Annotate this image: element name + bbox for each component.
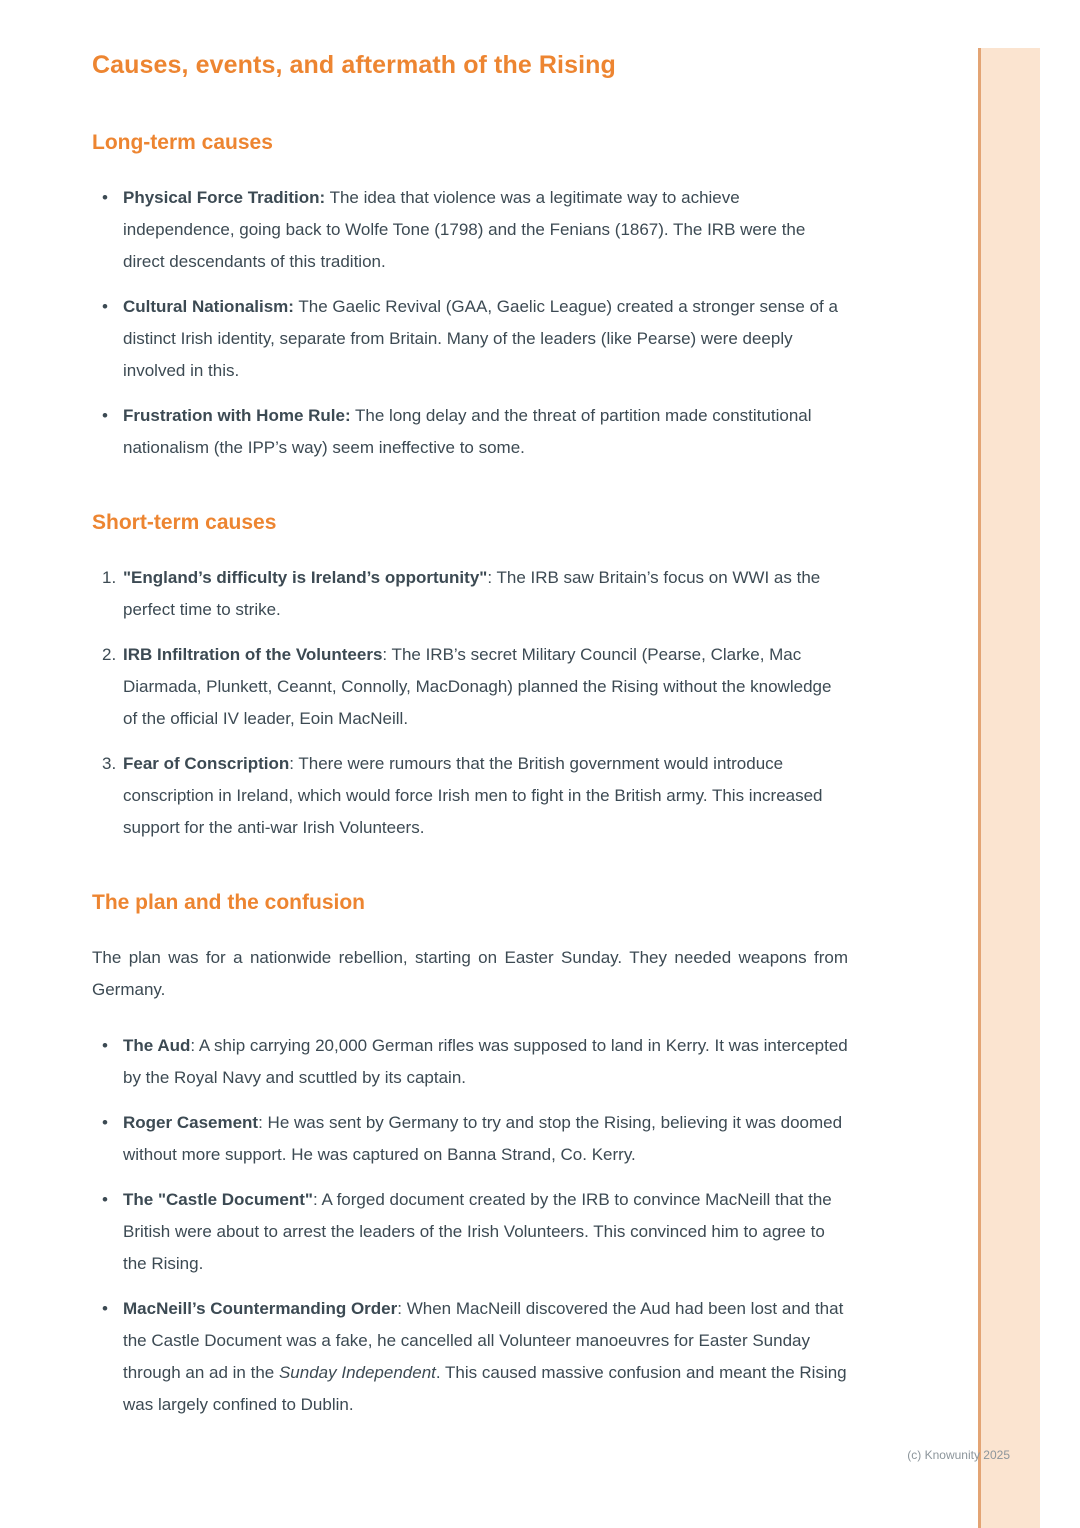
item-rest-text: : He was sent by Germany to try and stop the Rising, believing it was doomed without more support. He was captured on Banna Strand, Co. Kerry. [123, 1113, 843, 1164]
list-item [102, 1107, 848, 1171]
list-item [102, 562, 848, 626]
section-heading-plan: The plan and the confusion [92, 891, 365, 914]
list-item-text [123, 639, 848, 735]
list-item-text [123, 1030, 848, 1094]
item-bold-text: Frustration with Home Rule: [123, 406, 351, 425]
item-italic-text: Sunday Independent [278, 1363, 436, 1382]
list-item [102, 182, 848, 278]
section-heading-long-term: Long-term causes [92, 131, 273, 154]
list-item-text [123, 400, 848, 464]
item-bold-text: Roger Casement [123, 1113, 259, 1132]
list-item-text [123, 1293, 848, 1421]
item-rest-text: : The IRB saw Britain’s focus on WWI as the perfect time to strike. [123, 568, 821, 619]
bullet-marker: • [102, 1113, 108, 1132]
list-item-text [123, 291, 848, 387]
bullet-marker: • [102, 406, 108, 425]
page-edge-band [978, 48, 1040, 1528]
bullet-marker: • [102, 297, 108, 316]
section-short-term-causes [92, 510, 848, 844]
page-content [92, 50, 848, 1421]
list-item [102, 291, 848, 387]
item-rest-text: : A forged document created by the IRB to convince MacNeill that the British were about to arrest the leaders of the Irish Volunteers. This convinced him to agree to the Rising. [123, 1190, 832, 1273]
item-bold-text: The "Castle Document" [123, 1190, 313, 1209]
bullet-marker: • [102, 1190, 108, 1209]
section-plan-and-confusion [92, 890, 848, 1421]
number-marker: 2. [102, 645, 117, 664]
item-bold-text: IRB Infiltration of the Volunteers [123, 645, 383, 664]
item-rest-text: The idea that violence was a legitimate way to achieve independence, going back to Wolfe Tone (1798) and the Fenians (1867). The IRB were the direct descendants of this tradition. [123, 188, 806, 271]
list-item [102, 639, 848, 735]
bullet-marker: • [102, 188, 108, 207]
long-term-list [92, 182, 848, 464]
list-item-text [123, 562, 848, 626]
item-bold-text: Cultural Nationalism: [123, 297, 294, 316]
item-bold-text: "England’s difficulty is Ireland’s opportunity" [123, 568, 488, 587]
section-heading-short-term: Short-term causes [92, 511, 277, 534]
item-bold-text: MacNeill’s Countermanding Order [123, 1299, 398, 1318]
list-item [102, 400, 848, 464]
list-item-text [123, 1107, 848, 1171]
list-item [102, 1293, 848, 1421]
list-item-text [123, 748, 848, 844]
list-item [102, 1184, 848, 1280]
item-bold-text: The Aud [123, 1036, 191, 1055]
item-rest-text: : A ship carrying 20,000 German rifles was supposed to land in Kerry. It was intercepted by the Royal Navy and scuttled by its captain. [123, 1036, 848, 1087]
section-long-term-causes [92, 130, 848, 464]
list-item-text [123, 182, 848, 278]
plan-list [92, 1030, 848, 1421]
short-term-list [92, 562, 848, 844]
item-rest-text: : The IRB’s secret Military Council (Pearse, Clarke, Mac Diarmada, Plunkett, Ceannt, Connolly, MacDonagh) planned the Rising without the knowledge of the official IV leader, Eoin MacNeill. [123, 645, 832, 728]
item-rest-after-text: . This caused massive confusion and meant the Rising was largely confined to Dublin. [123, 1363, 847, 1414]
item-bold-text: Fear of Conscription [123, 754, 290, 773]
list-item [102, 1030, 848, 1094]
list-item-text [123, 1184, 848, 1280]
page-title: Causes, events, and aftermath of the Rising [92, 51, 616, 79]
plan-intro-paragraph: The plan was for a nationwide rebellion, starting on Easter Sunday. They needed weapons from Germany. [92, 948, 848, 999]
list-item [102, 748, 848, 844]
item-rest-text: The long delay and the threat of partition made constitutional nationalism (the IPP’s way) seem ineffective to some. [123, 406, 812, 457]
item-bold-text: Physical Force Tradition: [123, 188, 326, 207]
bullet-marker: • [102, 1036, 108, 1055]
number-marker: 1. [102, 568, 117, 587]
item-rest-text: : There were rumours that the British government would introduce conscription in Ireland, which would force Irish men to fight in the British army. This increased support for the anti-war Irish Volunteers. [123, 754, 823, 837]
item-rest-text: : When MacNeill discovered the Aud had been lost and that the Castle Document was a fake, he cancelled all Volunteer manoeuvres for Easter Sunday through an ad in the [123, 1299, 844, 1382]
bullet-marker: • [102, 1299, 108, 1318]
item-rest-text: The Gaelic Revival (GAA, Gaelic League) created a stronger sense of a distinct Irish identity, separate from Britain. Many of the leaders (like Pearse) were deeply involved in this. [123, 297, 838, 380]
copyright-watermark: (c) Knowunity 2025 [907, 1448, 1010, 1462]
number-marker: 3. [102, 754, 117, 773]
